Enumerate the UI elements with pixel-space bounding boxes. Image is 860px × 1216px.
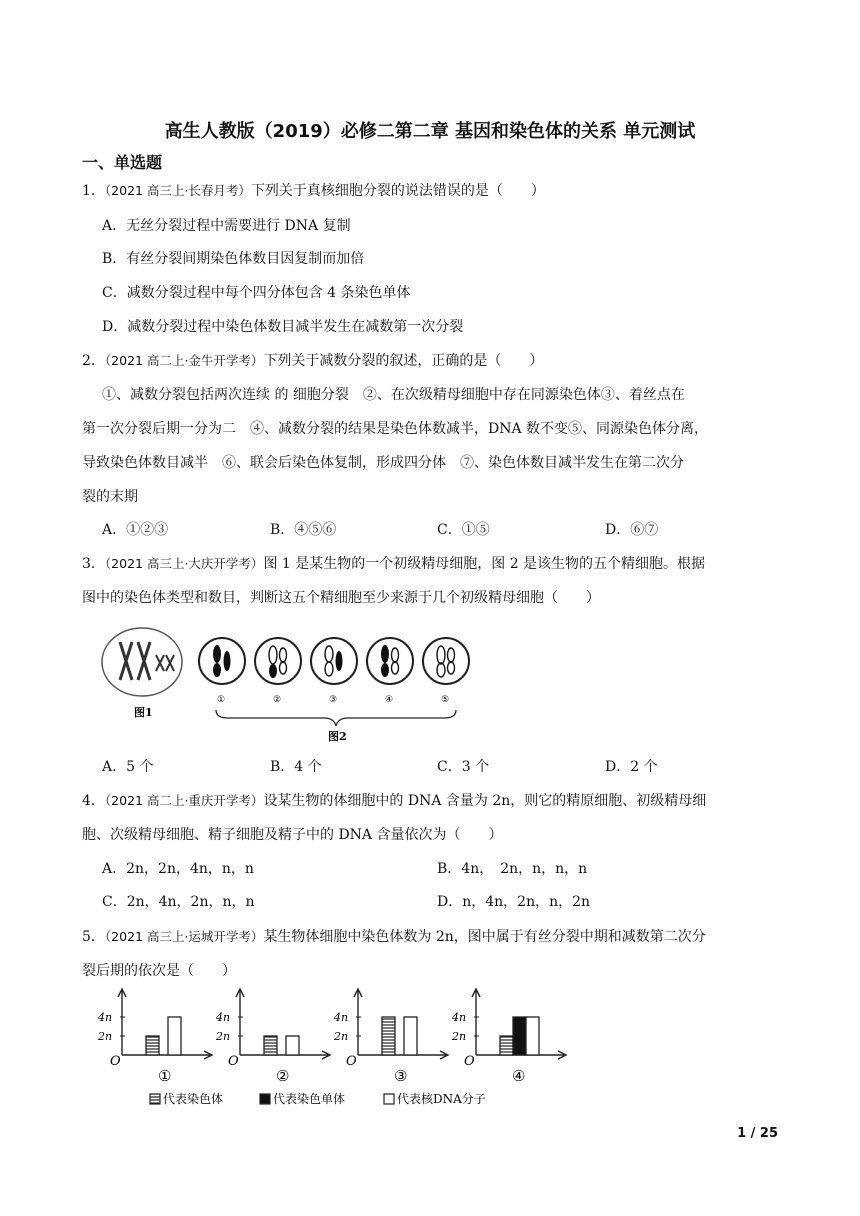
q2-statement-line: 裂的末期 (82, 489, 138, 505)
q1-option-b: B．有丝分裂间期染色体数目因复制而加倍 (102, 251, 365, 267)
spermatid-cell-3 (311, 638, 357, 684)
question-source: （2021 高二上·重庆开学考） (104, 793, 264, 808)
figure-2-label: 图2 (328, 730, 347, 743)
cell-label: ③ (329, 695, 338, 705)
panel-label: ③ (394, 1067, 408, 1085)
origin-label: O (346, 1054, 357, 1069)
question-number: 5． (82, 929, 105, 945)
y-tick-label: 2n (334, 1030, 349, 1043)
q2-option-c: C．①⑤ (437, 522, 490, 538)
question-stem-cont: 图中的染色体类型和数目，判断这五个精细胞至少来源于几个初级精母细胞（ ） (82, 590, 600, 606)
q4-option-b: B．4n， 2n，n，n，n (437, 861, 588, 877)
q3-option-d: D．2 个 (605, 759, 658, 775)
q1-option-a: A．无丝分裂过程中需要进行 DNA 复制 (102, 218, 351, 234)
cell-label: ⑤ (441, 695, 450, 705)
q1-option-d: D．减数分裂过程中染色体数目减半发生在减数第一次分裂 (102, 319, 464, 335)
q2-statement-line: ①、减数分裂包括两次连续 的 细胞分裂 ②、在次级精母细胞中存在同源染色体③、着丝点在 (102, 387, 685, 403)
figure-1-label: 图1 (134, 706, 153, 719)
page-number: 1 / 25 (737, 1126, 778, 1141)
cell-label: ② (273, 695, 282, 705)
q4-option-a: A．2n，2n，4n，n，n (102, 861, 254, 877)
bar-striped (382, 1017, 395, 1055)
y-tick-label: 4n (334, 1011, 349, 1024)
q1-option-c: C．减数分裂过程中每个四分体包含 4 条染色单体 (102, 285, 411, 301)
bar-empty (168, 1017, 181, 1055)
question-stem: 下列关于真核细胞分裂的说法错误的是（ ） (250, 183, 545, 199)
question-stem: 下列关于减数分裂的叙述，正确的是（ ） (263, 353, 544, 369)
bar-striped (146, 1036, 159, 1055)
figure-1-cell (102, 628, 182, 696)
q2-option-a: A．①②③ (102, 522, 169, 538)
legend-label: 代表染色单体 (273, 1092, 346, 1106)
q2-statement-line: 第一次分裂后期一分为二 ④、减数分裂的结果是染色体数减半，DNA 数不变⑤、同源染色体分离， (82, 421, 709, 437)
question-number: 3． (82, 556, 105, 572)
y-tick-label: 2n (216, 1030, 231, 1043)
legend-swatch (384, 1094, 394, 1104)
origin-label: O (228, 1054, 239, 1069)
bar-empty (286, 1036, 299, 1055)
q4-option-c: C．2n，4n，2n，n，n (102, 894, 255, 910)
question-number: 1． (82, 183, 105, 199)
q2-statement-line: 导致染色体数目减半 ⑥、联会后染色体复制，形成四分体 ⑦、染色体数目减半发生在第二次分 (82, 455, 684, 471)
bar-solid (513, 1017, 526, 1055)
question-number: 4． (82, 793, 105, 809)
bar-chart-figure (100, 985, 570, 1115)
panel-label: ② (276, 1067, 290, 1085)
question-5 (82, 926, 706, 946)
bar-striped (500, 1036, 513, 1055)
origin-label: O (464, 1054, 475, 1069)
bar-empty (404, 1017, 417, 1055)
question-stem-cont: 胞、次级精母细胞、精子细胞及精子中的 DNA 含量依次为（ ） (82, 827, 503, 843)
question-4 (82, 790, 706, 810)
q2-option-d: D．⑥⑦ (605, 522, 659, 538)
q3-option-c: C．3 个 (437, 759, 490, 775)
legend-swatch (260, 1094, 270, 1104)
legend-label: 代表核DNA分子 (397, 1092, 486, 1106)
panel-label: ④ (512, 1067, 526, 1085)
bar-striped (264, 1036, 277, 1055)
question-source: （2021 高三上·大庆开学考） (104, 556, 264, 571)
q2-option-b: B．④⑤⑥ (270, 522, 337, 538)
spermatid-cell-5 (423, 638, 469, 684)
spermatid-cell-4 (367, 638, 413, 684)
y-tick-label: 2n (98, 1030, 113, 1043)
bar-empty (526, 1017, 539, 1055)
cell-label: ① (217, 695, 226, 705)
question-stem: 图 1 是某生物的一个初级精母细胞，图 2 是该生物的五个精细胞。根据 (263, 556, 706, 572)
cell-diagram (98, 622, 478, 744)
legend-swatch (150, 1094, 160, 1104)
spermatid-cell-1 (199, 638, 245, 684)
question-stem: 某生物体细胞中染色体数为 2n，图中属于有丝分裂中期和减数第二次分 (263, 929, 706, 945)
y-tick-label: 4n (98, 1011, 113, 1024)
question-source: （2021 高三上·运城开学考） (104, 929, 264, 944)
legend-label: 代表染色体 (163, 1092, 224, 1106)
section-heading: 一、单选题 (82, 153, 163, 172)
question-source: （2021 高二上·金牛开学考） (104, 353, 264, 368)
spermatid-cell-2 (255, 638, 301, 684)
question-source: （2021 高三上·长春月考） (104, 183, 251, 198)
page-title: 高生人教版（2019）必修二第二章 基因和染色体的关系 单元测试 (164, 121, 696, 142)
origin-label: O (110, 1054, 121, 1069)
brace (216, 710, 456, 726)
question-3 (82, 553, 705, 573)
question-1 (82, 180, 545, 200)
q4-option-d: D．n，4n，2n，n，2n (437, 894, 591, 910)
question-number: 2． (82, 353, 105, 369)
cell-label: ④ (385, 695, 394, 705)
y-tick-label: 4n (216, 1011, 231, 1024)
y-tick-label: 4n (452, 1011, 467, 1024)
question-stem-cont: 裂后期的依次是（ ） (82, 963, 236, 979)
panel-label: ① (158, 1067, 172, 1085)
q3-option-a: A．5 个 (102, 759, 154, 775)
q3-option-b: B．4 个 (270, 759, 322, 775)
question-stem: 设某生物的体细胞中的 DNA 含量为 2n，则它的精原细胞、初级精母细 (263, 793, 707, 809)
y-tick-label: 2n (452, 1030, 467, 1043)
question-2 (82, 350, 543, 370)
